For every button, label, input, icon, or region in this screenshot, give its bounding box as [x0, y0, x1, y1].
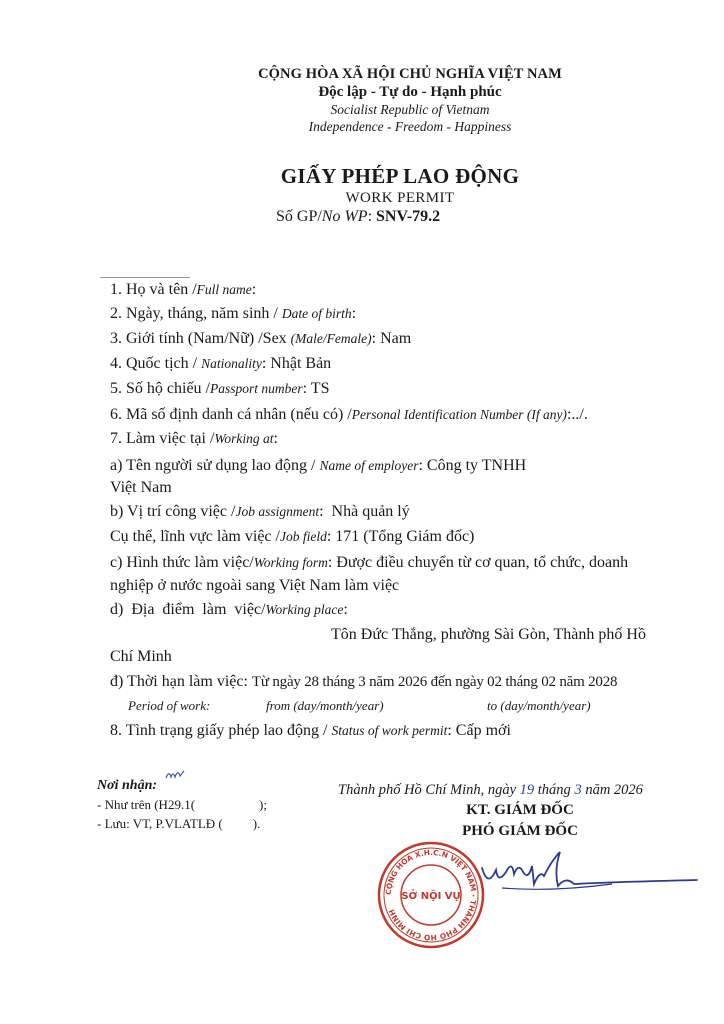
label-full-name: 1. Họ và tên /	[110, 281, 197, 298]
label-job-field-en: Job field	[279, 529, 327, 544]
value-employer-cont: Việt Nam	[110, 479, 172, 496]
label-status: 8. Tình trạng giấy phép lao động /	[110, 722, 332, 739]
recipient-line-2	[97, 814, 267, 833]
signature-block	[338, 780, 643, 800]
colon: :	[447, 722, 456, 739]
place-date	[338, 780, 643, 800]
label-working-at-en: Working at	[214, 431, 274, 446]
label-passport-en: Passport number	[210, 381, 303, 396]
item-period	[110, 672, 617, 692]
label-pin: 6. Mã số định danh cá nhân (nếu có) /	[110, 406, 352, 423]
colon: :	[371, 330, 381, 347]
recipient-2-end: ).	[252, 816, 261, 831]
country-name: CỘNG HÒA XÃ HỘI CHỦ NGHĨA VIỆT NAM	[258, 66, 562, 82]
recipient-1-end: );	[259, 797, 267, 812]
item-nationality	[110, 354, 331, 374]
colon: :	[319, 503, 332, 520]
permit-number-value: SNV-79.2	[376, 208, 441, 225]
label-period-to: to (day/month/year)	[487, 698, 591, 713]
value-sex: Nam	[380, 330, 412, 347]
item-sex	[110, 329, 411, 349]
value-period: Từ ngày 28 tháng 3 năm 2026 đến ngày 02 tháng 02 năm 2028	[251, 674, 618, 690]
value-employer: Công ty TNHH	[426, 457, 527, 474]
item-status	[110, 721, 511, 741]
label-working-form-en: Working form	[253, 555, 328, 570]
value-pin: ../.	[571, 406, 588, 423]
value-working-place-line3: Chí Minh	[110, 648, 172, 665]
value-working-form: Được điều chuyển từ cơ quan, tổ chức, doanh	[336, 554, 629, 571]
colon: :	[566, 406, 572, 423]
label-passport: 5. Số hộ chiếu /	[110, 380, 210, 397]
label-working-at: 7. Làm việc tại /	[110, 430, 215, 447]
value-working-place-line2: Tôn Đức Thắng, phường Sài Gòn, Thành phố Hồ	[331, 626, 646, 643]
label-period-from: from (day/month/year)	[266, 698, 384, 713]
permit-number-label-en: No WP	[321, 208, 368, 225]
value-assignment: Nhà quản lý	[331, 503, 410, 520]
seal-center-text: SỞ NỘI VỤ	[401, 891, 461, 902]
signed-year: 2026	[613, 782, 643, 798]
signed-day: 19	[519, 782, 535, 798]
label-assignment-en: Job assignment	[235, 504, 320, 519]
permit-number-label: Số GP/	[276, 208, 322, 225]
label-pin-en: Personal Identification Number (If any)	[351, 407, 567, 422]
month-label: tháng	[534, 782, 575, 798]
label-dob: 2. Ngày, tháng, năm sinh /	[110, 305, 282, 322]
document-title: GIẤY PHÉP LAO ĐỘNG	[280, 164, 520, 188]
item-working-place	[110, 600, 348, 620]
permit-number	[276, 208, 440, 226]
item-passport	[110, 379, 329, 399]
national-motto: Độc lập - Tự do - Hạnh phúc	[318, 84, 502, 100]
value-status: Cấp mới	[455, 722, 511, 739]
permit-number-colon: :	[367, 208, 377, 225]
label-employer: a) Tên người sử dụng lao động /	[110, 457, 320, 474]
period-en-from	[266, 697, 384, 715]
period-en-label	[128, 697, 210, 715]
colon: :	[343, 601, 348, 618]
handwritten-signature	[462, 840, 702, 900]
item-working-form	[110, 553, 628, 573]
item-dob	[110, 304, 356, 324]
colon: :	[273, 430, 278, 447]
period-en-to	[487, 697, 591, 715]
value-working-form-cont: nghiệp ở nước ngoài sang Việt Nam làm việc	[110, 577, 400, 594]
label-period: đ) Thời hạn làm việc:	[110, 673, 252, 690]
label-nationality: 4. Quốc tịch /	[110, 355, 202, 372]
recipients-block	[97, 776, 267, 833]
signed-month: 3	[574, 782, 582, 798]
colon: :	[327, 554, 337, 571]
item-job-field	[110, 527, 474, 547]
label-sex: 3. Giới tính (Nam/Nữ) /Sex	[110, 330, 291, 347]
initial-mark	[164, 768, 188, 782]
value-job-field: 171 (Tổng Giám đốc)	[335, 528, 475, 545]
item-working-at	[110, 429, 278, 449]
recipient-1-text: - Như trên (H29.1(	[97, 797, 196, 812]
label-dob-en: Date of birth	[281, 306, 352, 321]
place-date-text: Thành phố Hồ Chí Minh, ngày	[338, 782, 520, 798]
value-nationality: Nhật Bản	[270, 355, 332, 372]
label-working-form: c) Hình thức làm việc/	[110, 554, 254, 571]
item-pin	[110, 405, 588, 425]
colon: :	[302, 380, 311, 397]
colon: :	[261, 355, 271, 372]
colon: :	[351, 305, 357, 322]
label-working-place-en: Working place	[265, 602, 344, 617]
label-status-en: Status of work permit	[331, 723, 448, 738]
document-subtitle: WORK PERMIT	[345, 190, 455, 206]
seal-ring-text: CỘNG HÒA X.H.C.N VIỆT NAM · THÀNH PHỐ HỒ CHÍ MINH	[383, 847, 479, 943]
national-motto-en: Independence - Freedom - Happiness	[308, 119, 512, 134]
country-name-en: Socialist Republic of Vietnam	[330, 102, 490, 117]
colon: :	[326, 528, 336, 545]
label-period-en: Period of work:	[128, 698, 211, 713]
item-employer	[110, 456, 526, 476]
year-label: năm	[581, 782, 614, 798]
colon: :	[251, 281, 257, 298]
label-full-name-en: Full name	[196, 282, 252, 297]
item-full-name	[110, 280, 256, 300]
national-header	[240, 66, 580, 135]
divider-line	[100, 277, 190, 278]
colon: :	[418, 457, 427, 474]
item-assignment	[110, 502, 410, 522]
signer-role-2: PHÓ GIÁM ĐỐC	[462, 823, 578, 839]
recipient-line-1	[97, 795, 267, 814]
signer-role-1: KT. GIÁM ĐỐC	[466, 802, 574, 818]
recipients-title: Nơi nhận:	[97, 778, 158, 793]
label-job-field: Cụ thể, lĩnh vực làm việc /	[110, 528, 280, 545]
label-assignment: b) Vị trí công việc /	[110, 503, 236, 520]
value-passport: TS	[310, 380, 330, 397]
label-working-place: d) Địa điểm làm việc/	[110, 601, 266, 618]
label-nationality-en: Nationality	[201, 356, 262, 371]
recipient-2-text: - Lưu: VT, P.VLATLĐ (	[97, 816, 223, 831]
label-sex-en: (Male/Female)	[290, 331, 372, 346]
label-employer-en: Name of employer	[319, 458, 419, 473]
